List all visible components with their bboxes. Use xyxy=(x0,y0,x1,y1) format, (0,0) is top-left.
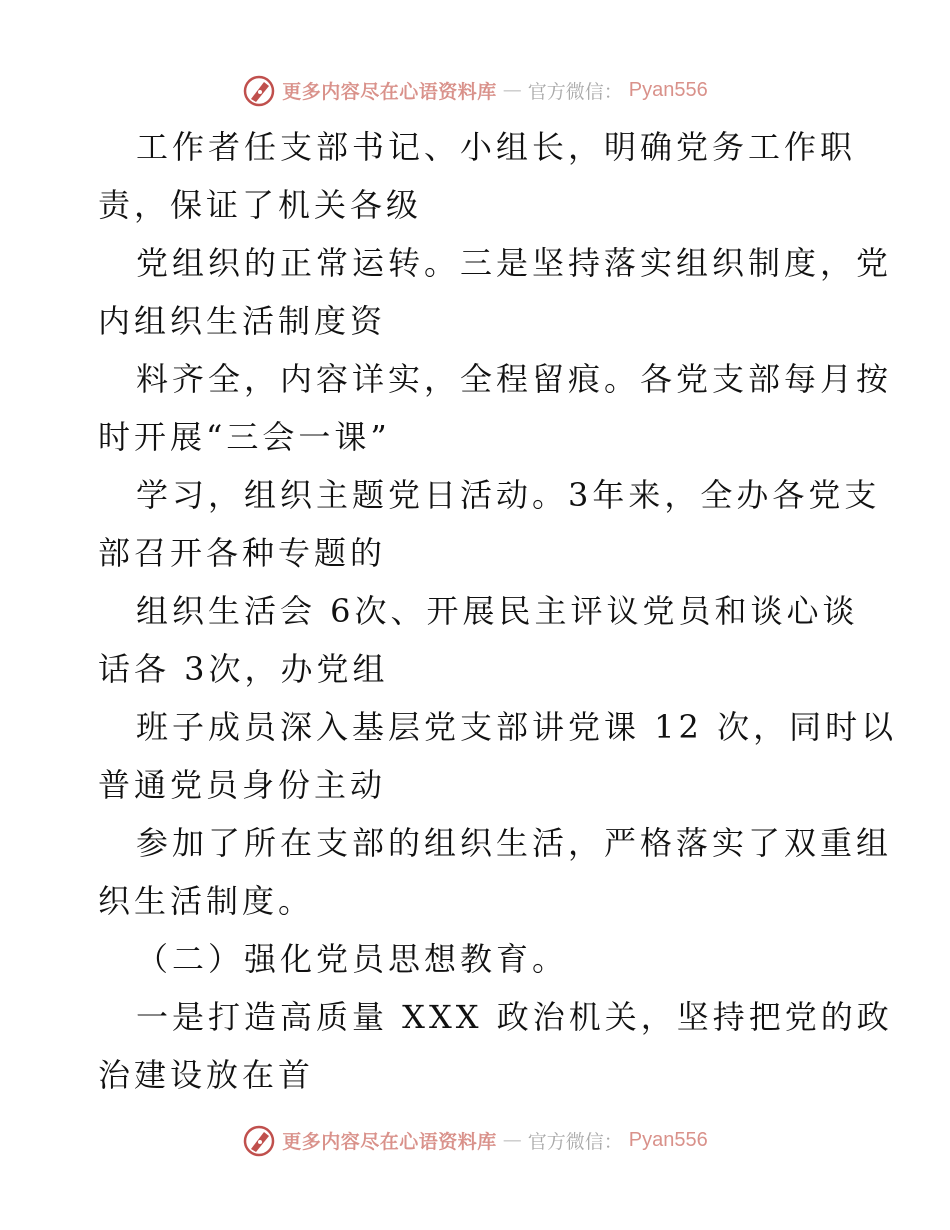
body-line-17: 治建设放在首 xyxy=(98,1056,315,1094)
body-line-16: 一是打造高质量 XXX 政治机关，坚持把党的政 xyxy=(136,998,893,1036)
body-line-4: 内组织生活制度资 xyxy=(98,302,387,340)
body-line-13: 参加了所在支部的组织生活，严格落实了双重组 xyxy=(136,824,893,862)
watermark-dash: — xyxy=(502,1129,522,1151)
body-line-14: 织生活制度。 xyxy=(98,882,315,920)
body-line-11: 班子成员深入基层党支部讲党课 12 次，同时以 xyxy=(136,708,898,746)
body-line-1: 工作者任支部书记、小组长，明确党务工作职 xyxy=(136,128,857,166)
body-line-7: 学习，组织主题党日活动。3年来，全办各党支 xyxy=(136,476,881,514)
watermark-wechat-label: 官方微信： xyxy=(527,80,623,103)
pen-nib-logo-icon xyxy=(242,73,276,107)
body-line-9: 组织生活会 6次、开展民主评议党员和谈心谈 xyxy=(136,592,859,630)
section-heading: （二）强化党员思想教育。 xyxy=(136,940,569,978)
footer-watermark xyxy=(0,1120,950,1160)
watermark-brand-text: 更多内容尽在心语资料库 xyxy=(282,1130,497,1153)
pen-nib-logo-icon xyxy=(242,1123,276,1157)
document-body xyxy=(98,118,898,1104)
body-line-6: 时开展“三会一课” xyxy=(98,418,391,456)
body-line-2: 责，保证了机关各级 xyxy=(98,186,423,224)
watermark-brand-text: 更多内容尽在心语资料库 xyxy=(282,80,497,103)
body-line-8: 部召开各种专题的 xyxy=(98,534,387,572)
body-line-12: 普通党员身份主动 xyxy=(98,766,387,804)
watermark-wechat-id: Pyan556 xyxy=(628,78,708,101)
watermark-wechat-label: 官方微信： xyxy=(527,1130,623,1153)
watermark-dash: — xyxy=(502,79,522,101)
watermark-wechat-id: Pyan556 xyxy=(628,1128,708,1151)
body-line-10: 话各 3次，办党组 xyxy=(98,650,389,688)
header-watermark xyxy=(0,70,950,110)
body-line-5: 料齐全，内容详实，全程留痕。各党支部每月按 xyxy=(136,360,893,398)
body-line-3: 党组织的正常运转。三是坚持落实组织制度，党 xyxy=(136,244,893,282)
